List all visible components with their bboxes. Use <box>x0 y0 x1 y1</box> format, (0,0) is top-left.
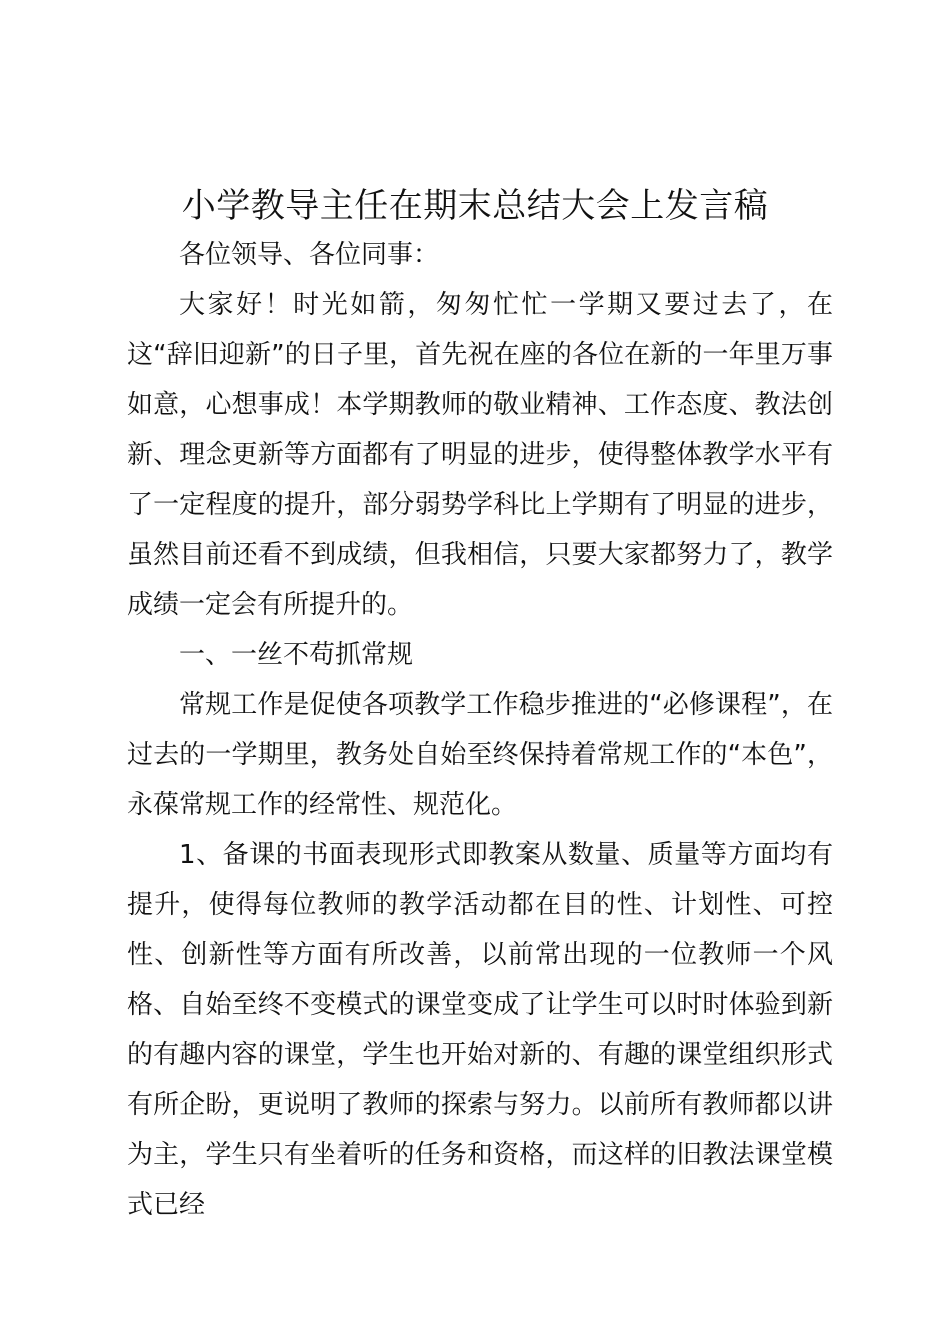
salutation-paragraph: 各位领导、各位同事： <box>179 240 440 270</box>
greeting-paragraph: 大家好！时光如箭，匆匆忙忙一学期又要过去了，在这“辞旧迎新”的日子里，首先祝在座的各位在新的一年里万事如意，心想事成！本学期教师的敬业精神、工作态度、教法创新、理念更新等方面都有了明显的进步，使得整体教学水平有了一定程度的提升，部分弱势学科比上学期有了明显的进步，虽然目前还看不到成绩，但我相信，只要大家都努力了，教学成绩一定会有所提升的。 <box>127 290 833 620</box>
document-body <box>127 230 833 1230</box>
document-title: 小学教导主任在期末总结大会上发言稿 <box>181 186 769 226</box>
lesson-prep-paragraph: 1、备课的书面表现形式即教案从数量、质量等方面均有提升，使得每位教师的教学活动都在目的性、计划性、可控性、创新性等方面有所改善，以前常出现的一位教师一个风格、自始至终不变模式的课堂变成了让学生可以时时体验到新的有趣内容的课堂，学生也开始对新的、有趣的课堂组织形式有所企盼，更说明了教师的探索与努力。以前所有教师都以讲为主，学生只有坐着听的任务和资格，而这样的旧教法课堂模式已经 <box>127 840 833 1220</box>
routine-work-paragraph: 常规工作是促使各项教学工作稳步推进的“必修课程”，在过去的一学期里，教务处自始至终保持着常规工作的“本色”，永葆常规工作的经常性、规范化。 <box>127 690 833 820</box>
section-heading: 一、一丝不苟抓常规 <box>179 640 414 670</box>
